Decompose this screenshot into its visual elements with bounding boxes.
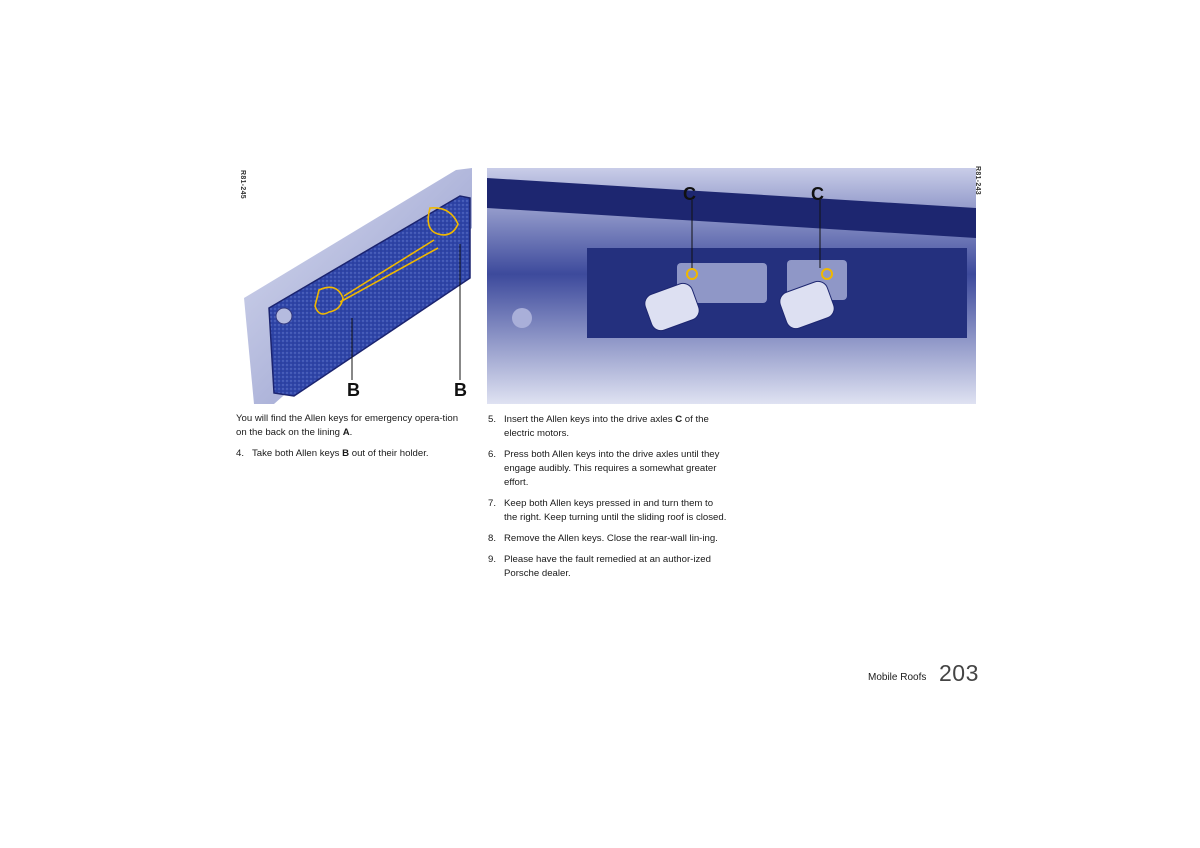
step-9: 9. Please have the fault remedied at an author-ized Porsche dealer. [488, 554, 711, 579]
left-column [236, 412, 470, 468]
callout-b-1: B [347, 380, 360, 400]
drive-axle-illustration [487, 168, 976, 404]
figure-code-left: R81-245 [239, 170, 246, 199]
step-7: 7. Keep both Allen keys pressed in and turn them to the right. Keep turning until the sliding roof is closed. [488, 498, 727, 523]
step-4: 4. Take both Allen keys B out of their holder. [236, 448, 429, 459]
step-6: 6. Press both Allen keys into the drive axles until they engage audibly. This requires a somewhat greater effort. [488, 449, 720, 488]
callout-c-1: C [683, 184, 696, 204]
right-column [488, 413, 728, 588]
figure-code-right: R81-243 [974, 166, 981, 195]
footer-section-title: Mobile Roofs [868, 672, 927, 683]
intro-paragraph: You will find the Allen keys for emergency opera-tion on the back on the lining A. [236, 413, 459, 438]
allen-key-holder-illustration [234, 168, 472, 404]
page-number: 203 [939, 660, 979, 686]
step-8: 8. Remove the Allen keys. Close the rear-wall lin-ing. [488, 533, 718, 544]
callout-c-2: C [811, 184, 824, 204]
step-5: 5. Insert the Allen keys into the drive axles C of the electric motors. [488, 414, 709, 439]
callout-b-2: B [454, 380, 467, 400]
